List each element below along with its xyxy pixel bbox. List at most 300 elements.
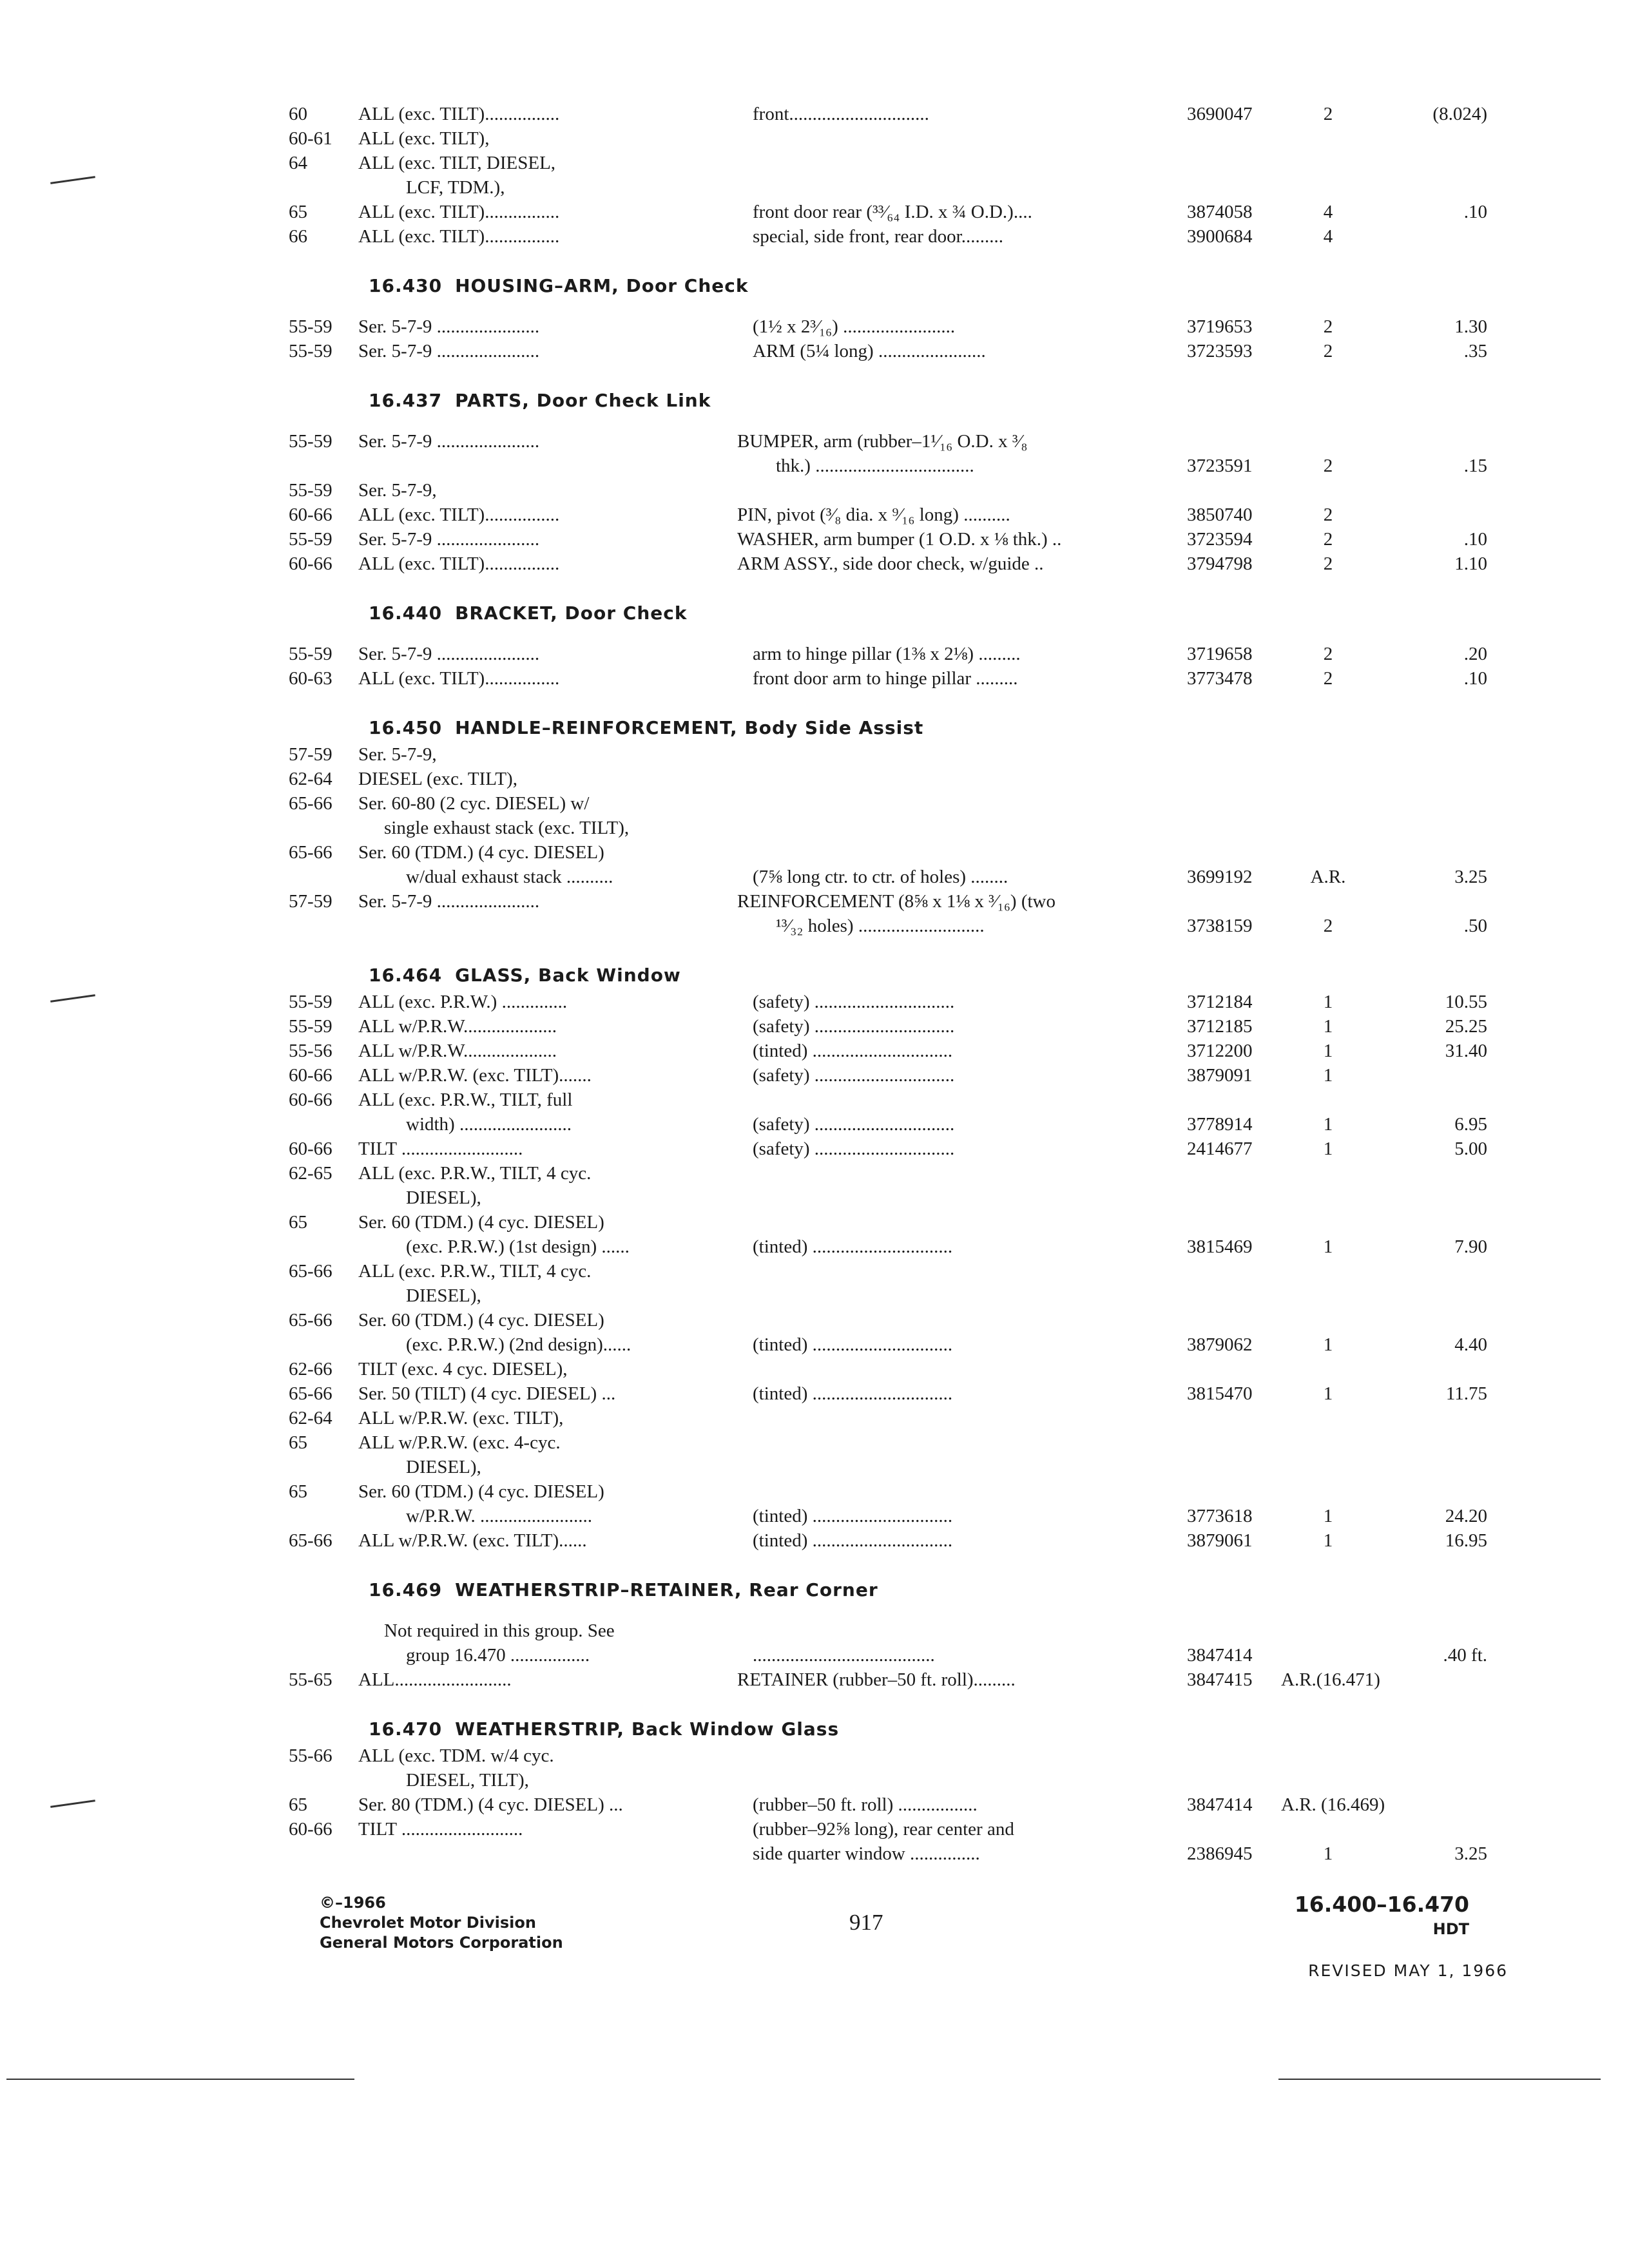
catalog-row [289,126,1513,151]
part-number: 3719658 [1187,644,1253,664]
application: ALL (exc. TILT)................ [358,104,560,124]
application: Ser. 60 (TDM.) (4 cyc. DIESEL) [358,1212,604,1233]
model-year: 65-66 [289,842,333,863]
part-number: 2414677 [1187,1139,1253,1159]
description: front door arm to hinge pillar ......... [753,668,1018,689]
section-title: HANDLE–REINFORCEMENT, [455,717,738,738]
description: ¹³⁄₃₂ holes) ........................... [776,916,985,936]
application: Ser. 60 (TDM.) (4 cyc. DIESEL) [358,842,604,863]
application: ALL w/P.R.W. (exc. TILT)...... [358,1530,587,1551]
catalog-row [289,151,1513,175]
quantity: 1 [1323,1016,1333,1037]
description: (safety) .............................. [753,1114,955,1135]
quantity: 1 [1323,1065,1333,1086]
price: .10 [1463,202,1487,222]
catalog-row [289,1619,1513,1643]
catalog-row [289,767,1513,791]
section-number: 16.430 [369,275,443,296]
part-number: 3850740 [1187,505,1253,525]
part-number: 3879062 [1187,1334,1253,1355]
price: 11.75 [1445,1383,1487,1404]
description: PIN, pivot (³⁄₈ dia. x ⁹⁄₁₆ long) .......... [737,505,1010,525]
application: ALL......................... [358,1669,512,1690]
description: (rubber–50 ft. roll) ................. [753,1794,978,1815]
model-year: 60-61 [289,128,333,149]
application: Not required in this group. See [384,1620,615,1641]
catalog-row [289,1667,1513,1692]
price: 3.25 [1454,867,1487,887]
model-year: 55-59 [289,644,333,664]
model-year: 55-59 [289,341,333,361]
model-year: 55-56 [289,1041,333,1061]
catalog-section [289,387,1513,576]
catalog-row [289,840,1513,865]
copyright: ©–1966 [320,1894,386,1912]
price: .10 [1463,529,1487,550]
quantity: 1 [1323,1506,1333,1526]
part-number: 3712184 [1187,992,1253,1012]
quantity: 2 [1323,668,1333,689]
catalog-row [289,816,1513,840]
section-code: HDT [1432,1920,1469,1938]
model-year: 65 [289,202,307,222]
section-heading [289,387,1513,415]
corporation-name: General Motors Corporation [320,1934,563,1952]
description: (safety) .............................. [753,1065,955,1086]
model-year: 65 [289,1794,307,1815]
catalog-row [289,1430,1513,1455]
price: 10.55 [1445,992,1487,1012]
part-number: 3847414 [1187,1645,1253,1666]
quantity: 1 [1323,1334,1333,1355]
revision-date: REVISED MAY 1, 1966 [1308,1961,1508,1980]
application: ALL (exc. TILT)................ [358,202,560,222]
catalog-row [289,1235,1513,1259]
catalog-row [289,914,1513,938]
model-year: 65-66 [289,1261,333,1282]
bottom-rule-right [1278,2079,1601,2080]
section-title: WEATHERSTRIP, [455,1718,625,1740]
model-year: 60-66 [289,1819,333,1840]
part-number: 3723593 [1187,341,1253,361]
application: Ser. 5-7-9, [358,744,437,765]
model-year: 62-66 [289,1359,333,1379]
application: ALL (exc. TILT), [358,128,490,149]
quantity: 1 [1323,1041,1333,1061]
bottom-rule-left [6,2079,354,2080]
price: 16.95 [1445,1530,1487,1551]
catalog-row [289,478,1513,503]
quantity: 1 [1323,1843,1333,1864]
catalog-row [289,1381,1513,1406]
part-number: 3879091 [1187,1065,1253,1086]
application: ALL (exc. P.R.W.) .............. [358,992,568,1012]
description: (rubber–92⅝ long), rear center and [753,1819,1014,1840]
section-heading [289,1576,1513,1604]
price: 3.25 [1454,1843,1487,1864]
catalog-row [289,1283,1513,1308]
catalog-row [289,454,1513,478]
section-heading [289,961,1513,990]
model-year: 65 [289,1481,307,1502]
section-number: 16.469 [369,1579,443,1600]
application: ALL w/P.R.W. (exc. TILT), [358,1408,564,1428]
quantity: 2 [1323,553,1333,574]
section-heading [289,599,1513,628]
catalog-row [289,1792,1513,1817]
catalog-row [289,1088,1513,1112]
catalog-row [289,224,1513,249]
catalog-row [289,1259,1513,1283]
quantity: 1 [1323,1530,1333,1551]
application: Ser. 50 (TILT) (4 cyc. DIESEL) ... [358,1383,616,1404]
model-year: 60-66 [289,505,333,525]
quantity: 1 [1323,1139,1333,1159]
application: TILT (exc. 4 cyc. DIESEL), [358,1359,568,1379]
quantity: 2 [1323,456,1333,476]
catalog-row [289,527,1513,552]
model-year: 64 [289,153,307,173]
model-year: 55-66 [289,1745,333,1766]
quantity: 1 [1323,1236,1333,1257]
part-number: 3778914 [1187,1114,1253,1135]
application: Ser. 5-7-9 ...................... [358,431,540,452]
catalog-row [289,314,1513,339]
price: .35 [1463,341,1487,361]
catalog-section [289,961,1513,1553]
section-subtitle: Body Side Assist [744,717,924,738]
description: RETAINER (rubber–50 ft. roll)......... [737,1669,1016,1690]
catalog-row [289,429,1513,454]
price: 4.40 [1454,1334,1487,1355]
application: Ser. 5-7-9 ...................... [358,341,540,361]
description: (safety) .............................. [753,992,955,1012]
part-number: 3794798 [1187,553,1253,574]
margin-mark [50,176,95,184]
application: DIESEL), [406,1187,481,1208]
application: DIESEL), [406,1457,481,1477]
description: (tinted) .............................. [753,1236,953,1257]
section-title: HOUSING–ARM, [455,275,619,296]
price: 24.20 [1445,1506,1487,1526]
section-number: 16.440 [369,602,443,624]
part-number: 2386945 [1187,1843,1253,1864]
application: Ser. 60 (TDM.) (4 cyc. DIESEL) [358,1310,604,1331]
application: TILT .......................... [358,1819,523,1840]
model-year: 57-59 [289,744,333,765]
catalog-row [289,1332,1513,1357]
catalog-row [289,1744,1513,1768]
price: 25.25 [1445,1016,1487,1037]
catalog-row [289,1063,1513,1088]
application: ALL w/P.R.W.................... [358,1016,557,1037]
catalog-row [289,102,1513,126]
catalog-row [289,742,1513,767]
model-year: 60-66 [289,1065,333,1086]
part-number: 3874058 [1187,202,1253,222]
model-year: 62-64 [289,1408,333,1428]
section-number: 16.450 [369,717,443,738]
price: 7.90 [1454,1236,1487,1257]
application: ALL (exc. TILT, DIESEL, [358,153,556,173]
model-year: 65-66 [289,1530,333,1551]
application: DIESEL), [406,1285,481,1306]
catalog-row [289,1841,1513,1866]
section-number: 16.464 [369,965,443,986]
description: (tinted) .............................. [753,1530,953,1551]
price: .40 ft. [1443,1645,1487,1666]
price: 5.00 [1454,1139,1487,1159]
description: REINFORCEMENT (8⅝ x 1⅛ x ³⁄₁₆) (two [737,891,1055,912]
part-number: 3690047 [1187,104,1253,124]
catalog-row [289,1210,1513,1235]
model-year: 55-59 [289,480,333,501]
application: (exc. P.R.W.) (1st design) ...... [406,1236,630,1257]
description: (1½ x 2³⁄₁₆) ........................ [753,316,956,337]
section-heading [289,272,1513,300]
description: front door rear (³³⁄₆₄ I.D. x ¾ O.D.).... [753,202,1032,222]
page-number: 917 [849,1910,883,1935]
application: w/P.R.W. ........................ [406,1506,592,1526]
section-title: BRACKET, [455,602,558,624]
catalog-row [289,1406,1513,1430]
model-year: 55-59 [289,431,333,452]
part-number: 3900684 [1187,226,1253,247]
section-title: WEATHERSTRIP–RETAINER, [455,1579,742,1600]
model-year: 55-59 [289,992,333,1012]
section-subtitle: Door Check [564,602,688,624]
part-number: 3712185 [1187,1016,1253,1037]
part-number: 3815469 [1187,1236,1253,1257]
model-year: 55-59 [289,1016,333,1037]
quantity: 4 [1323,202,1333,222]
section-subtitle: Back Window Glass [631,1718,840,1740]
description: (tinted) .............................. [753,1383,953,1404]
model-year: 62-65 [289,1163,333,1184]
catalog-row [289,1643,1513,1667]
catalog-row [289,1768,1513,1792]
catalog-row [289,200,1513,224]
price: 6.95 [1454,1114,1487,1135]
margin-mark [50,1800,95,1808]
model-year: 55-65 [289,1669,333,1690]
application: width) ........................ [406,1114,572,1135]
application: ALL (exc. P.R.W., TILT, full [358,1090,573,1110]
price: .10 [1463,668,1487,689]
quantity: 2 [1323,529,1333,550]
application: w/dual exhaust stack .......... [406,867,613,887]
catalog-row [289,552,1513,576]
catalog-row [289,175,1513,200]
catalog-row [289,1455,1513,1479]
description: special, side front, rear door......... [753,226,1003,247]
model-year: 66 [289,226,307,247]
model-year: 60-66 [289,1139,333,1159]
quantity: 1 [1323,992,1333,1012]
application: (exc. P.R.W.) (2nd design)...... [406,1334,631,1355]
description: (tinted) .............................. [753,1334,953,1355]
section-subtitle: Rear Corner [749,1579,878,1600]
catalog-section [289,599,1513,691]
catalog-row [289,990,1513,1014]
description: (tinted) .............................. [753,1041,953,1061]
price: 1.10 [1454,553,1487,574]
price: 1.30 [1454,316,1487,337]
quantity: 2 [1323,916,1333,936]
price: (8.024) [1432,104,1487,124]
section-title: PARTS, [455,390,530,411]
description: (safety) .............................. [753,1139,955,1159]
quantity: 1 [1323,1114,1333,1135]
section-number: 16.437 [369,390,443,411]
section-title: GLASS, [455,965,532,986]
description: side quarter window ............... [753,1843,980,1864]
part-number: 3847414 [1187,1794,1253,1815]
catalog-row [289,1817,1513,1841]
part-number: 3815470 [1187,1383,1253,1404]
description: WASHER, arm bumper (1 O.D. x ⅛ thk.) .. [737,529,1062,550]
application: Ser. 5-7-9 ...................... [358,316,540,337]
catalog-row [289,865,1513,889]
catalog-row [289,1528,1513,1553]
model-year: 57-59 [289,891,333,912]
application: ALL w/P.R.W. (exc. 4-cyc. [358,1432,561,1453]
catalog-row [289,1161,1513,1186]
division-name: Chevrolet Motor Division [320,1914,536,1932]
price: .15 [1463,456,1487,476]
description: ....................................... [753,1645,935,1666]
catalog-section [289,102,1513,249]
catalog-row [289,642,1513,666]
part-number: 3773478 [1187,668,1253,689]
quantity: 2 [1323,104,1333,124]
section-subtitle: Door Check Link [536,390,711,411]
margin-mark [50,994,95,1003]
description: ARM (5¼ long) ....................... [753,341,986,361]
application: Ser. 5-7-9, [358,480,437,501]
catalog-section [289,1715,1513,1866]
description: (tinted) .............................. [753,1506,953,1526]
application: Ser. 60-80 (2 cyc. DIESEL) w/ [358,793,590,814]
part-number: 3847415 [1187,1669,1253,1690]
application: Ser. 5-7-9 ...................... [358,529,540,550]
section-number: 16.470 [369,1718,443,1740]
model-year: 65-66 [289,1383,333,1404]
model-year: 65 [289,1432,307,1453]
application: ALL (exc. TILT)................ [358,668,560,689]
catalog-row [289,791,1513,816]
description: (7⅝ long ctr. to ctr. of holes) ........ [753,867,1008,887]
application: ALL (exc. TILT)................ [358,226,560,247]
part-number: 3719653 [1187,316,1253,337]
catalog-row [289,1357,1513,1381]
parts-catalog [289,102,1513,1866]
model-year: 60 [289,104,307,124]
quantity: 4 [1323,226,1333,247]
application: group 16.470 ................. [406,1645,590,1666]
catalog-section [289,1576,1513,1692]
part-number: 3723594 [1187,529,1253,550]
catalog-row [289,1137,1513,1161]
quantity: 2 [1323,505,1333,525]
price: .50 [1463,916,1487,936]
model-year: 55-59 [289,316,333,337]
catalog-section [289,714,1513,938]
model-year: 65 [289,1212,307,1233]
part-number: 3699192 [1187,867,1253,887]
application: ALL (exc. TDM. w/4 cyc. [358,1745,554,1766]
catalog-row [289,503,1513,527]
application: ALL (exc. P.R.W., TILT, 4 cyc. [358,1163,592,1184]
catalog-section [289,272,1513,363]
description: BUMPER, arm (rubber–1¹⁄₁₆ O.D. x ³⁄₈ [737,431,1028,452]
section-heading [289,1715,1513,1744]
application: ALL (exc. TILT)................ [358,553,560,574]
price: .20 [1463,644,1487,664]
model-year: 62-64 [289,769,333,789]
section-subtitle: Back Window [538,965,681,986]
description: thk.) .................................. [776,456,974,476]
model-year: 65-66 [289,1310,333,1331]
application: ALL (exc. P.R.W., TILT, 4 cyc. [358,1261,592,1282]
catalog-row [289,1479,1513,1504]
catalog-row [289,666,1513,691]
catalog-row [289,1039,1513,1063]
model-year: 65-66 [289,793,333,814]
application: Ser. 5-7-9 ...................... [358,644,540,664]
application: Ser. 80 (TDM.) (4 cyc. DIESEL) ... [358,1794,623,1815]
catalog-row [289,1112,1513,1137]
model-year: 60-63 [289,668,333,689]
application: ALL (exc. TILT)................ [358,505,560,525]
quantity: 1 [1323,1383,1333,1404]
application: TILT .......................... [358,1139,523,1159]
catalog-row [289,339,1513,363]
catalog-row [289,1014,1513,1039]
catalog-row [289,1186,1513,1210]
application: LCF, TDM.), [406,177,505,198]
model-year: 55-59 [289,529,333,550]
section-subtitle: Door Check [626,275,749,296]
description: front.............................. [753,104,929,124]
model-year: 60-66 [289,1090,333,1110]
quantity: A.R. (16.469) [1281,1794,1385,1815]
application: ALL w/P.R.W.................... [358,1041,557,1061]
part-number: 3738159 [1187,916,1253,936]
part-number: 3723591 [1187,456,1253,476]
description: ARM ASSY., side door check, w/guide .. [737,553,1044,574]
application: single exhaust stack (exc. TILT), [384,818,630,838]
quantity: 2 [1323,644,1333,664]
price: 31.40 [1445,1041,1487,1061]
model-year: 60-66 [289,553,333,574]
publisher-block [320,1893,563,1953]
description: arm to hinge pillar (1⅜ x 2⅛) ......... [753,644,1021,664]
catalog-row [289,1504,1513,1528]
quantity: 2 [1323,316,1333,337]
description: (safety) .............................. [753,1016,955,1037]
quantity: 2 [1323,341,1333,361]
part-number: 3879061 [1187,1530,1253,1551]
section-heading [289,714,1513,742]
application: DIESEL, TILT), [406,1770,529,1791]
quantity: A.R.(16.471) [1281,1669,1380,1690]
application: DIESEL (exc. TILT), [358,769,517,789]
quantity: A.R. [1310,867,1346,887]
catalog-row [289,1308,1513,1332]
catalog-row [289,889,1513,914]
application: ALL w/P.R.W. (exc. TILT)....... [358,1065,592,1086]
